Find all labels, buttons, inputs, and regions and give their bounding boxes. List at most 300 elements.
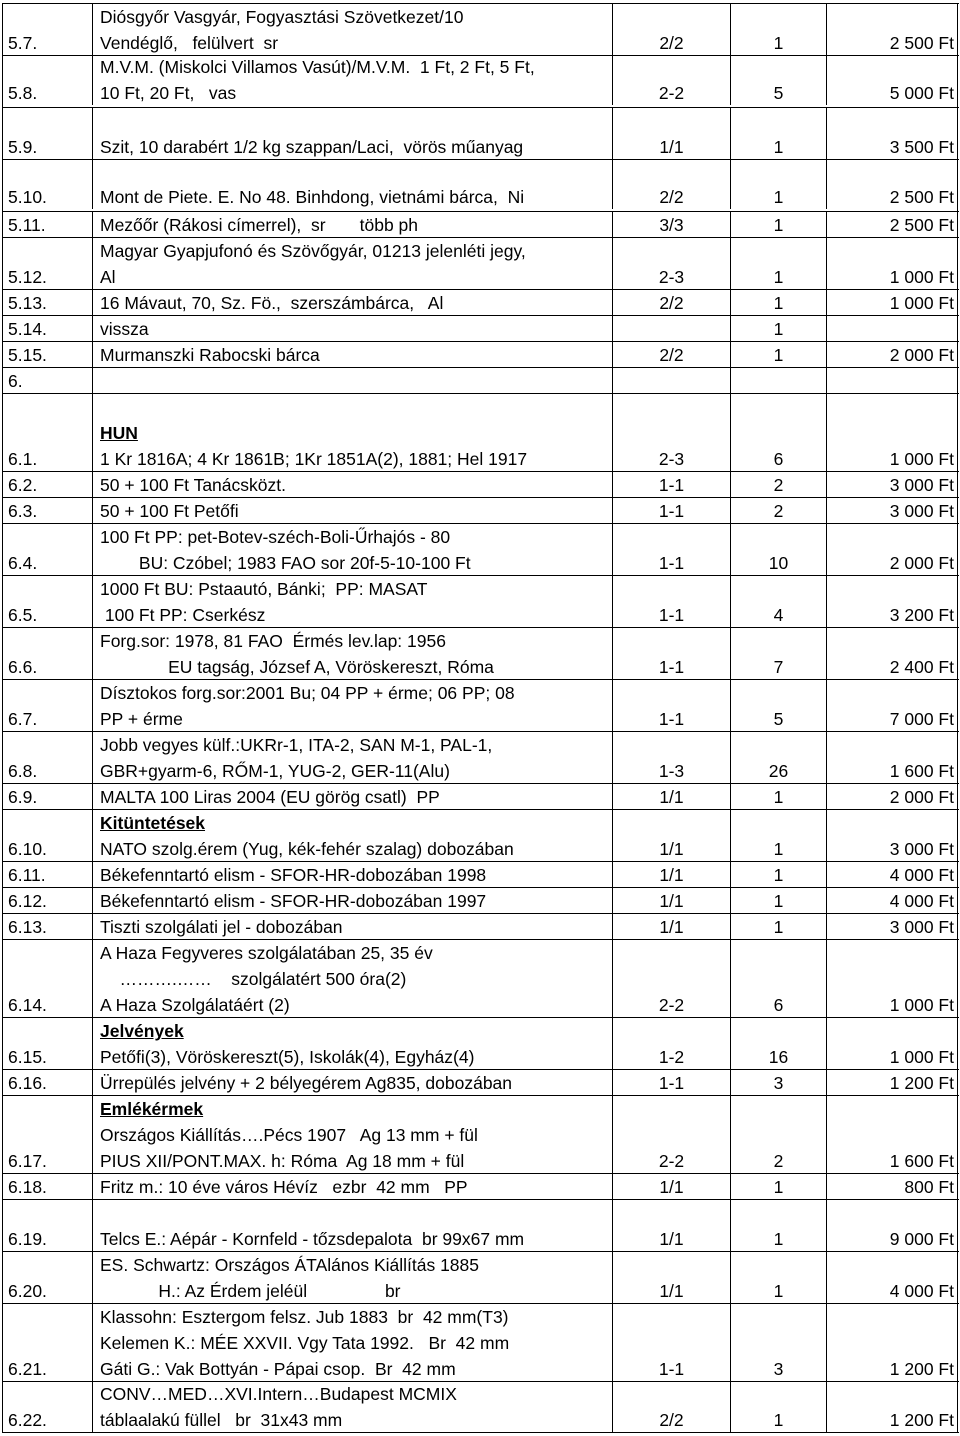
cell-text: 1000 Ft BU: Pstaautó, Bánki; PP: MASAT bbox=[100, 579, 428, 599]
description-cell bbox=[93, 1096, 613, 1173]
lot-number-cell bbox=[3, 1174, 93, 1199]
description-cell bbox=[93, 810, 613, 861]
quantity-cell bbox=[731, 1304, 827, 1381]
grade-cell bbox=[613, 680, 731, 731]
cell-text: Kelemen K.: MÉE XXVII. Vgy Tata 1992. Br 42 mm bbox=[100, 1333, 510, 1353]
quantity-cell bbox=[731, 498, 827, 523]
cell-text: Mezőőr (Rákosi címerrel), sr több ph bbox=[100, 215, 419, 235]
cell-text: 2 000 Ft bbox=[889, 345, 954, 365]
cell-text: 6.9. bbox=[8, 787, 38, 807]
cell-text: 2 bbox=[773, 501, 784, 521]
grade-cell bbox=[613, 368, 731, 393]
cell-text: 1/1 bbox=[659, 891, 684, 911]
price-cell bbox=[827, 576, 957, 627]
cell-text: 4 000 Ft bbox=[889, 1281, 954, 1301]
cell-text: 1 000 Ft bbox=[889, 1047, 954, 1067]
quantity-cell bbox=[731, 56, 827, 105]
cell-text: 1/1 bbox=[659, 787, 684, 807]
cell-text: 5.12. bbox=[8, 267, 47, 287]
description-cell bbox=[93, 862, 613, 887]
cell-text: 3 000 Ft bbox=[889, 917, 954, 937]
cell-text: 6.22. bbox=[8, 1410, 47, 1430]
cell-text: 6.7. bbox=[8, 709, 38, 729]
cell-text: EU tagság, József A, Vöröskereszt, Róma bbox=[100, 657, 494, 677]
table-row bbox=[3, 315, 959, 341]
cell-text: 2-3 bbox=[658, 267, 685, 287]
cell-text: 1 bbox=[773, 267, 784, 287]
table-row bbox=[3, 861, 959, 887]
cell-text: ES. Schwartz: Országos ÁTAlános Kiállítás 1885 bbox=[100, 1255, 480, 1275]
lot-number-cell bbox=[3, 784, 93, 809]
cell-text: 5.9. bbox=[8, 137, 38, 157]
lot-number-cell bbox=[3, 56, 93, 105]
cell-text: Dísztokos forg.sor:2001 Bu; 04 PP + érme; 06 PP; 08 bbox=[100, 683, 515, 703]
table-row bbox=[3, 679, 959, 731]
cell-text: 3 500 Ft bbox=[889, 137, 954, 157]
price-cell bbox=[827, 628, 957, 679]
cell-text: 6.16. bbox=[8, 1073, 47, 1093]
quantity-cell bbox=[731, 108, 827, 159]
cell-text: 1 bbox=[773, 865, 784, 885]
cell-text: BU: Czóbel; 1983 FAO sor 20f-5-10-100 Ft bbox=[100, 553, 471, 573]
cell-text: A Haza Szolgálatáért (2) bbox=[100, 995, 290, 1015]
table-row bbox=[3, 887, 959, 913]
price-cell bbox=[827, 1018, 957, 1069]
lot-number-cell bbox=[3, 914, 93, 939]
cell-text: 1 bbox=[773, 839, 784, 859]
description-cell bbox=[93, 524, 613, 575]
lot-number-cell bbox=[3, 238, 93, 289]
table-row bbox=[3, 1381, 959, 1433]
cell-text: 1 200 Ft bbox=[889, 1410, 954, 1430]
description-cell bbox=[93, 498, 613, 523]
description-cell bbox=[93, 160, 613, 209]
table-row bbox=[3, 497, 959, 523]
price-cell bbox=[827, 4, 957, 55]
table-row bbox=[3, 471, 959, 497]
quantity-cell bbox=[731, 472, 827, 497]
cell-text: 1-1 bbox=[658, 605, 685, 625]
price-cell bbox=[827, 1252, 957, 1303]
table-row bbox=[3, 1017, 959, 1069]
cell-text: 1/1 bbox=[659, 839, 684, 859]
cell-text: Ürrepülés jelvény + 2 bélyegérem Ag835, dobozában bbox=[100, 1073, 513, 1093]
cell-text: Jelvények bbox=[100, 1021, 184, 1041]
description-cell bbox=[93, 108, 613, 159]
grade-cell bbox=[613, 1096, 731, 1173]
cell-text: 7 000 Ft bbox=[889, 709, 954, 729]
cell-text: 6.2. bbox=[8, 475, 38, 495]
table-row bbox=[3, 939, 959, 1017]
cell-text: 6.18. bbox=[8, 1177, 47, 1197]
table-row bbox=[3, 367, 959, 393]
lot-number-cell bbox=[3, 1070, 93, 1095]
cell-text: 1-1 bbox=[658, 1073, 685, 1093]
lot-number-cell bbox=[3, 628, 93, 679]
quantity-cell bbox=[731, 1018, 827, 1069]
cell-text: táblaalakú füllel br 31x43 mm bbox=[100, 1410, 343, 1430]
cell-text: 5 bbox=[773, 709, 784, 729]
cell-text: Tiszti szolgálati jel - dobozában bbox=[100, 917, 343, 937]
lot-number-cell bbox=[3, 1252, 93, 1303]
grade-cell bbox=[613, 1174, 731, 1199]
cell-text: 5.8. bbox=[8, 83, 38, 103]
lot-number-cell bbox=[3, 4, 93, 55]
description-cell bbox=[93, 1252, 613, 1303]
cell-text: 16 bbox=[768, 1047, 789, 1067]
lot-number-cell bbox=[3, 212, 93, 237]
auction-lot-table bbox=[2, 3, 958, 1433]
cell-text: 3/3 bbox=[659, 215, 684, 235]
cell-text: 1/1 bbox=[659, 865, 684, 885]
description-cell bbox=[93, 472, 613, 497]
description-cell bbox=[93, 940, 613, 1017]
description-cell bbox=[93, 56, 613, 105]
grade-cell bbox=[613, 472, 731, 497]
quantity-cell bbox=[731, 680, 827, 731]
cell-text: 1 000 Ft bbox=[889, 267, 954, 287]
cell-text: Forg.sor: 1978, 81 FAO Érmés lev.lap: 1956 bbox=[100, 631, 446, 651]
lot-number-cell bbox=[3, 732, 93, 783]
table-row bbox=[3, 107, 959, 159]
cell-text: 7 bbox=[773, 657, 784, 677]
quantity-cell bbox=[731, 940, 827, 1017]
cell-text: 6.8. bbox=[8, 761, 38, 781]
cell-text: 5.11. bbox=[8, 215, 46, 235]
quantity-cell bbox=[731, 576, 827, 627]
cell-text: 2-2 bbox=[658, 995, 685, 1015]
grade-cell bbox=[613, 1018, 731, 1069]
cell-text: 3 000 Ft bbox=[889, 501, 954, 521]
quantity-cell bbox=[731, 238, 827, 289]
grade-cell bbox=[613, 524, 731, 575]
table-row bbox=[3, 55, 959, 105]
description-cell bbox=[93, 212, 613, 237]
quantity-cell bbox=[731, 160, 827, 209]
grade-cell bbox=[613, 1200, 731, 1251]
cell-text: 6.5. bbox=[8, 605, 38, 625]
price-cell bbox=[827, 940, 957, 1017]
cell-text: 6. bbox=[8, 371, 23, 391]
grade-cell bbox=[613, 342, 731, 367]
quantity-cell bbox=[731, 316, 827, 341]
price-cell bbox=[827, 914, 957, 939]
description-cell bbox=[93, 680, 613, 731]
cell-text: 1 bbox=[773, 1177, 784, 1197]
description-cell bbox=[93, 1070, 613, 1095]
cell-text: 100 Ft PP: Cserkész bbox=[100, 605, 266, 625]
quantity-cell bbox=[731, 1070, 827, 1095]
cell-text: 4 bbox=[773, 605, 784, 625]
price-cell bbox=[827, 212, 957, 237]
quantity-cell bbox=[731, 628, 827, 679]
description-cell bbox=[93, 914, 613, 939]
cell-text: Petőfi(3), Vöröskereszt(5), Iskolák(4), Egyház(4) bbox=[100, 1047, 475, 1067]
lot-number-cell bbox=[3, 316, 93, 341]
lot-number-cell bbox=[3, 862, 93, 887]
cell-text: 6 bbox=[773, 449, 784, 469]
cell-text: ……….…… szolgálatért 500 óra(2) bbox=[100, 969, 407, 989]
cell-text: 6.20. bbox=[8, 1281, 47, 1301]
cell-text: 1 bbox=[773, 345, 784, 365]
cell-text: Békefenntartó elism - SFOR-HR-dobozában 1997 bbox=[100, 891, 487, 911]
grade-cell bbox=[613, 784, 731, 809]
price-cell bbox=[827, 732, 957, 783]
cell-text: 1/1 bbox=[659, 1281, 684, 1301]
cell-text: 2 500 Ft bbox=[889, 33, 954, 53]
cell-text: 10 bbox=[768, 553, 789, 573]
cell-text: GBR+gyarm-6, RŐM-1, YUG-2, GER-11(Alu) bbox=[100, 761, 450, 781]
description-cell bbox=[93, 1304, 613, 1381]
cell-text: 1 bbox=[773, 1410, 784, 1430]
cell-text: 1-1 bbox=[658, 1359, 685, 1379]
price-cell bbox=[827, 316, 957, 341]
cell-text: Diósgyőr Vasgyár, Fogyasztási Szövetkezet/10 bbox=[100, 7, 464, 27]
grade-cell bbox=[613, 940, 731, 1017]
lot-number-cell bbox=[3, 680, 93, 731]
table-row bbox=[3, 211, 959, 237]
grade-cell bbox=[613, 576, 731, 627]
cell-text: 6.10. bbox=[8, 839, 47, 859]
cell-text: 1/1 bbox=[659, 1229, 684, 1249]
cell-text: 1-1 bbox=[658, 657, 685, 677]
quantity-cell bbox=[731, 1200, 827, 1251]
lot-number-cell bbox=[3, 160, 93, 209]
lot-number-cell bbox=[3, 810, 93, 861]
cell-text: 5.15. bbox=[8, 345, 47, 365]
table-row bbox=[3, 159, 959, 209]
grade-cell bbox=[613, 56, 731, 105]
quantity-cell bbox=[731, 4, 827, 55]
cell-text: 1 000 Ft bbox=[889, 449, 954, 469]
table-row bbox=[3, 289, 959, 315]
cell-text: 6.3. bbox=[8, 501, 38, 521]
cell-text: 6.15. bbox=[8, 1047, 47, 1067]
quantity-cell bbox=[731, 888, 827, 913]
price-cell bbox=[827, 1382, 957, 1432]
cell-text: 1 bbox=[773, 787, 784, 807]
cell-text: 2 000 Ft bbox=[889, 553, 954, 573]
quantity-cell bbox=[731, 524, 827, 575]
table-row bbox=[3, 1069, 959, 1095]
cell-text: 2 000 Ft bbox=[889, 787, 954, 807]
description-cell bbox=[93, 732, 613, 783]
cell-text: Szit, 10 darabért 1/2 kg szappan/Laci, vörös műanyag bbox=[100, 137, 524, 157]
cell-text: A Haza Fegyveres szolgálatában 25, 35 év bbox=[100, 943, 433, 963]
price-cell bbox=[827, 810, 957, 861]
grade-cell bbox=[613, 212, 731, 237]
price-cell bbox=[827, 1070, 957, 1095]
cell-text: M.V.M. (Miskolci Villamos Vasút)/M.V.M. 1 Ft, 2 Ft, 5 Ft, bbox=[100, 57, 535, 77]
lot-number-cell bbox=[3, 472, 93, 497]
cell-text: PIUS XII/PONT.MAX. h: Róma Ag 18 mm + fül bbox=[100, 1151, 465, 1171]
cell-text: 9 000 Ft bbox=[889, 1229, 954, 1249]
cell-text: 5 bbox=[773, 83, 784, 103]
quantity-cell bbox=[731, 368, 827, 393]
cell-text: 3 bbox=[773, 1073, 784, 1093]
cell-text: 2/2 bbox=[659, 1410, 684, 1430]
cell-text: 1 200 Ft bbox=[889, 1073, 954, 1093]
cell-text: 2 bbox=[773, 475, 784, 495]
grade-cell bbox=[613, 108, 731, 159]
quantity-cell bbox=[731, 732, 827, 783]
cell-text: 3 000 Ft bbox=[889, 839, 954, 859]
cell-text: Mont de Piete. E. No 48. Binhdong, vietnámi bárca, Ni bbox=[100, 187, 525, 207]
lot-number-cell bbox=[3, 888, 93, 913]
grade-cell bbox=[613, 4, 731, 55]
cell-text: Fritz m.: 10 éve város Hévíz ezbr 42 mm PP bbox=[100, 1177, 468, 1197]
cell-text: 1-1 bbox=[658, 475, 685, 495]
cell-text: 1 bbox=[773, 319, 784, 339]
cell-text: 5.14. bbox=[8, 319, 47, 339]
cell-text: 1 000 Ft bbox=[889, 995, 954, 1015]
cell-text: 4 000 Ft bbox=[889, 865, 954, 885]
cell-text: 1 bbox=[773, 891, 784, 911]
cell-text: 800 Ft bbox=[904, 1177, 954, 1197]
cell-text: Al bbox=[100, 267, 116, 287]
cell-text: 6.21. bbox=[8, 1359, 47, 1379]
description-cell bbox=[93, 1018, 613, 1069]
table-row bbox=[3, 523, 959, 575]
quantity-cell bbox=[731, 1096, 827, 1173]
cell-text: Emlékérmek bbox=[100, 1099, 204, 1119]
table-row bbox=[3, 913, 959, 939]
cell-text: vissza bbox=[100, 319, 149, 339]
price-cell bbox=[827, 524, 957, 575]
quantity-cell bbox=[731, 862, 827, 887]
cell-text: 1-1 bbox=[658, 553, 685, 573]
cell-text: HUN bbox=[100, 423, 138, 443]
cell-text: 6.11. bbox=[8, 865, 46, 885]
cell-text: 1 bbox=[773, 293, 784, 313]
cell-text: 50 + 100 Ft Tanácsközt. bbox=[100, 475, 286, 495]
grade-cell bbox=[613, 862, 731, 887]
grade-cell bbox=[613, 628, 731, 679]
lot-number-cell bbox=[3, 1304, 93, 1381]
lot-number-cell bbox=[3, 498, 93, 523]
table-row bbox=[3, 3, 959, 55]
table-row bbox=[3, 627, 959, 679]
price-cell bbox=[827, 238, 957, 289]
table-row bbox=[3, 341, 959, 367]
quantity-cell bbox=[731, 810, 827, 861]
table-row bbox=[3, 1199, 959, 1251]
cell-text: 2 400 Ft bbox=[889, 657, 954, 677]
description-cell bbox=[93, 628, 613, 679]
lot-number-cell bbox=[3, 108, 93, 159]
price-cell bbox=[827, 1174, 957, 1199]
cell-text: 3 200 Ft bbox=[889, 605, 954, 625]
grade-cell bbox=[613, 290, 731, 315]
price-cell bbox=[827, 888, 957, 913]
cell-text: 2-3 bbox=[658, 449, 685, 469]
cell-text: 1 Kr 1816A; 4 Kr 1861B; 1Kr 1851A(2), 1881; Hel 1917 bbox=[100, 449, 528, 469]
table-row bbox=[3, 1303, 959, 1381]
cell-text: 1 bbox=[773, 187, 784, 207]
cell-text: NATO szolg.érem (Yug, kék-fehér szalag) dobozában bbox=[100, 839, 514, 859]
price-cell bbox=[827, 498, 957, 523]
quantity-cell bbox=[731, 914, 827, 939]
cell-text: Magyar Gyapjufonó és Szövőgyár, 01213 jelenléti jegy, bbox=[100, 241, 526, 261]
cell-text: 1/1 bbox=[659, 137, 684, 157]
cell-text: 6 bbox=[773, 995, 784, 1015]
cell-text: 5 000 Ft bbox=[889, 83, 954, 103]
cell-text: 2 500 Ft bbox=[889, 215, 954, 235]
lot-number-cell bbox=[3, 524, 93, 575]
cell-text: Murmanszki Rabocski bárca bbox=[100, 345, 320, 365]
cell-text: 6.1. bbox=[8, 449, 38, 469]
lot-number-cell bbox=[3, 1096, 93, 1173]
description-cell bbox=[93, 290, 613, 315]
cell-text: 26 bbox=[768, 761, 789, 781]
cell-text: 1 600 Ft bbox=[889, 1151, 954, 1171]
description-cell bbox=[93, 1174, 613, 1199]
price-cell bbox=[827, 472, 957, 497]
cell-text: 1 600 Ft bbox=[889, 761, 954, 781]
cell-text: 5.13. bbox=[8, 293, 47, 313]
grade-cell bbox=[613, 810, 731, 861]
price-cell bbox=[827, 342, 957, 367]
grade-cell bbox=[613, 1070, 731, 1095]
description-cell bbox=[93, 4, 613, 55]
cell-text: 100 Ft PP: pet-Botev-széch-Boli-Űrhajós - 80 bbox=[100, 527, 451, 547]
cell-text: 5.7. bbox=[8, 33, 38, 53]
lot-number-cell bbox=[3, 290, 93, 315]
cell-text: 1/1 bbox=[659, 917, 684, 937]
price-cell bbox=[827, 1304, 957, 1381]
grade-cell bbox=[613, 1304, 731, 1381]
description-cell bbox=[93, 576, 613, 627]
price-cell bbox=[827, 368, 957, 393]
price-cell bbox=[827, 1096, 957, 1173]
lot-number-cell bbox=[3, 1018, 93, 1069]
cell-text: 1 bbox=[773, 1281, 784, 1301]
cell-text: 6.4. bbox=[8, 553, 38, 573]
quantity-cell bbox=[731, 784, 827, 809]
table-row bbox=[3, 237, 959, 289]
table-row bbox=[3, 783, 959, 809]
cell-text: 2-2 bbox=[658, 83, 685, 103]
quantity-cell bbox=[731, 394, 827, 471]
cell-text: 1 bbox=[773, 917, 784, 937]
cell-text: 1 bbox=[773, 33, 784, 53]
cell-text: 6.14. bbox=[8, 995, 47, 1015]
price-cell bbox=[827, 862, 957, 887]
table-row bbox=[3, 575, 959, 627]
cell-text: 10 Ft, 20 Ft, vas bbox=[100, 83, 237, 103]
cell-text: 6.12. bbox=[8, 891, 47, 911]
cell-text: Telcs E.: Aépár - Kornfeld - tőzsdepalota br 99x67 mm bbox=[100, 1229, 525, 1249]
lot-number-cell bbox=[3, 368, 93, 393]
grade-cell bbox=[613, 160, 731, 209]
cell-text: 3 bbox=[773, 1359, 784, 1379]
cell-text: Jobb vegyes külf.:UKRr-1, ITA-2, SAN M-1, PAL-1, bbox=[100, 735, 493, 755]
lot-number-cell bbox=[3, 394, 93, 471]
cell-text: 1-2 bbox=[658, 1047, 685, 1067]
price-cell bbox=[827, 56, 957, 105]
description-cell bbox=[93, 238, 613, 289]
cell-text: Országos Kiállítás….Pécs 1907 Ag 13 mm + fül bbox=[100, 1125, 478, 1145]
cell-text: 2 500 Ft bbox=[889, 187, 954, 207]
cell-text: Vendéglő, felülvert sr bbox=[100, 33, 279, 53]
cell-text: 1-3 bbox=[658, 761, 685, 781]
cell-text: 6.17. bbox=[8, 1151, 47, 1171]
price-cell bbox=[827, 1200, 957, 1251]
grade-cell bbox=[613, 732, 731, 783]
grade-cell bbox=[613, 914, 731, 939]
cell-text: 1 200 Ft bbox=[889, 1359, 954, 1379]
price-cell bbox=[827, 290, 957, 315]
